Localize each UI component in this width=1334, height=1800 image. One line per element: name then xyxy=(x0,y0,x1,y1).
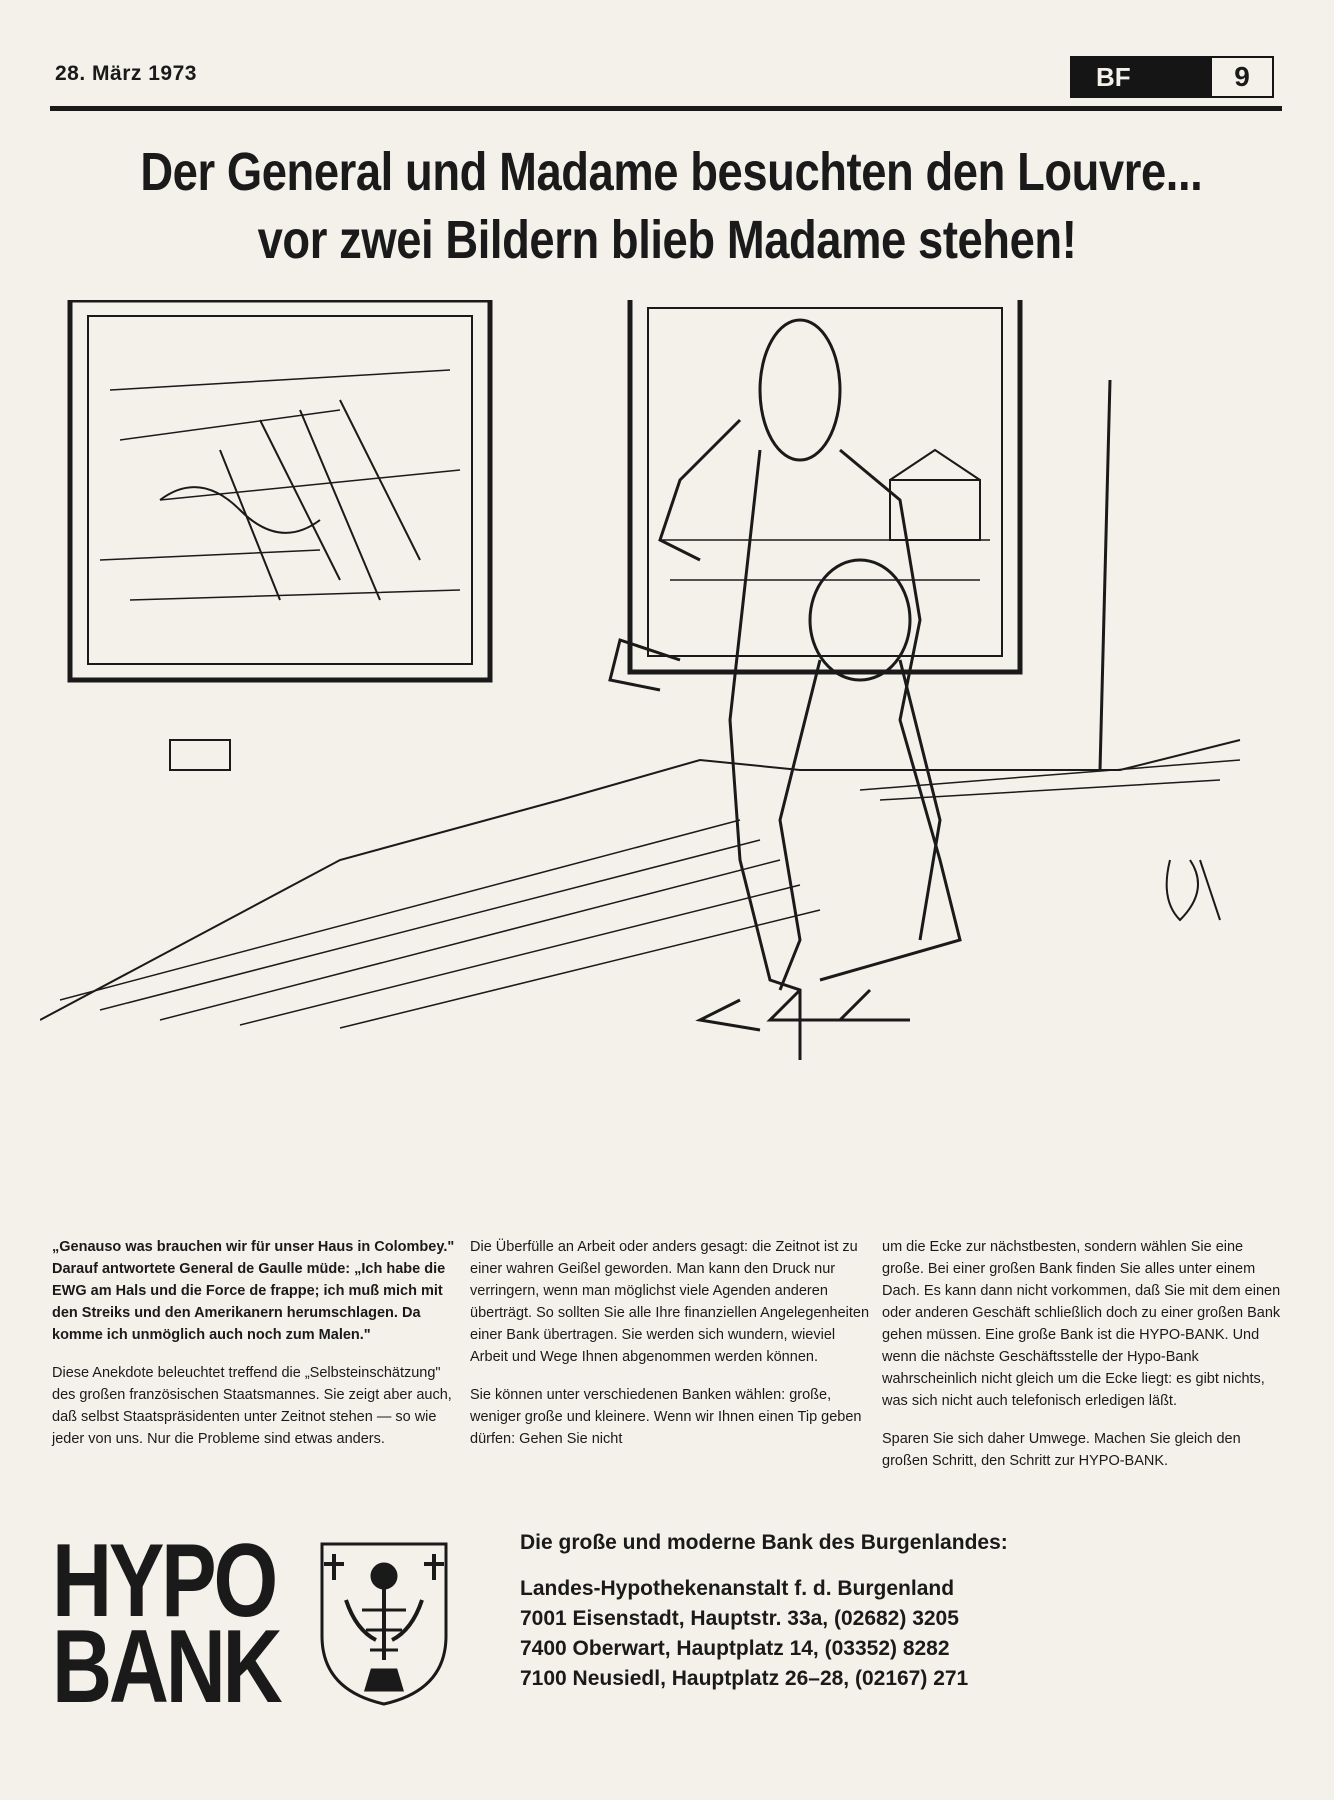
logo-line-1: HYPO xyxy=(52,1523,275,1639)
branch-oberwart: 7400 Oberwart, Hauptplatz 14, (03352) 8282 xyxy=(520,1637,950,1660)
logo-line-2: BANK xyxy=(52,1609,280,1725)
column-2-paragraph-1: Die Überfülle an Arbeit oder anders gesagt: die Zeitnot ist zu einer wahren Geißel geworden. Man kann den Druck nur verringern, wenn man möglichst viele Agenden anderen überträgt. So sollten Sie alle Ihre finanziellen Angelegenheiten einer Bank übertragen. Sie werden sich wundern, wieviel Arbeit und Wege Ihnen abgenommen werden können. xyxy=(470,1239,870,1365)
bank-addresses xyxy=(520,1574,1080,1694)
headline-line-2: vor zwei Bildern blieb Madame stehen! xyxy=(257,210,1077,270)
column-3-paragraph-1: um die Ecke zur nächstbesten, sondern wählen Sie eine große. Bei einer großen Bank finden Sie alles unter einem Dach. Es kann dann nicht vorkommen, daß Sie mit dem einen oder anderen Geschäft schließlich doch zu einer großen Bank gehen müssen. Eine große Bank ist die HYPO-BANK. Und wenn die nächste Geschäftsstelle der Hypo-Bank wahrscheinlich nicht gleich um die Ecke liegt: es gibt nichts, was sich nicht auch telefonisch erledigen läßt. xyxy=(882,1239,1281,1409)
hypo-bank-logo xyxy=(52,1523,280,1725)
anecdote-quote: „Genauso was brauchen wir für unser Haus in Colombey." Darauf antwortete General de Gaulle müde: „Ich habe die EWG am Hals und die Force de frappe; ich muß mich mit den Streiks und den Amerikanern herumschlagen. Da komme ich unmöglich auch noch zum Malen." xyxy=(52,1239,455,1343)
headline-line-1: Der General und Madame besuchten den Louvre... xyxy=(140,142,1203,202)
issue-date: 28. März 1973 xyxy=(55,62,197,85)
coat-of-arms-icon xyxy=(316,1540,452,1708)
column-2-paragraph-2: Sie können unter verschiedenen Banken wählen: große, weniger große und kleinere. Wenn wir Ihnen einen Tip geben dürfen: Gehen Sie nicht xyxy=(470,1387,862,1447)
headline xyxy=(140,138,1203,274)
branch-neusiedl: 7100 Neusiedl, Hauptplatz 26–28, (02167) 271 xyxy=(520,1667,969,1690)
brand-label: BF xyxy=(1096,62,1131,92)
bank-tagline: Die große und moderne Bank des Burgenlandes: xyxy=(520,1531,1008,1554)
bank-name: Landes-Hypothekenanstalt f. d. Burgenland xyxy=(520,1577,955,1600)
brand-box xyxy=(1070,56,1274,98)
column-2 xyxy=(470,1236,870,1466)
bank-contact-block xyxy=(520,1528,1080,1694)
anecdote-body: Diese Anekdote beleuchtet treffend die „Selbsteinschätzung" des großen französischen Staatsmannes. Sie zeigt aber auch, daß selbst Staatspräsidenten unter Zeitnot stehen — so wie jeder von uns. Nur die Probleme sind etwas anders. xyxy=(52,1365,452,1447)
header-rule xyxy=(50,106,1282,111)
cartoon-illustration xyxy=(40,300,1294,1200)
column-1 xyxy=(52,1236,457,1466)
branch-eisenstadt: 7001 Eisenstadt, Hauptstr. 33a, (02682) 3205 xyxy=(520,1607,959,1630)
page-number: 9 xyxy=(1208,58,1272,96)
column-3 xyxy=(882,1236,1282,1488)
column-3-paragraph-2: Sparen Sie sich daher Umwege. Machen Sie gleich den großen Schritt, den Schritt zur HYPO-BANK. xyxy=(882,1431,1241,1469)
